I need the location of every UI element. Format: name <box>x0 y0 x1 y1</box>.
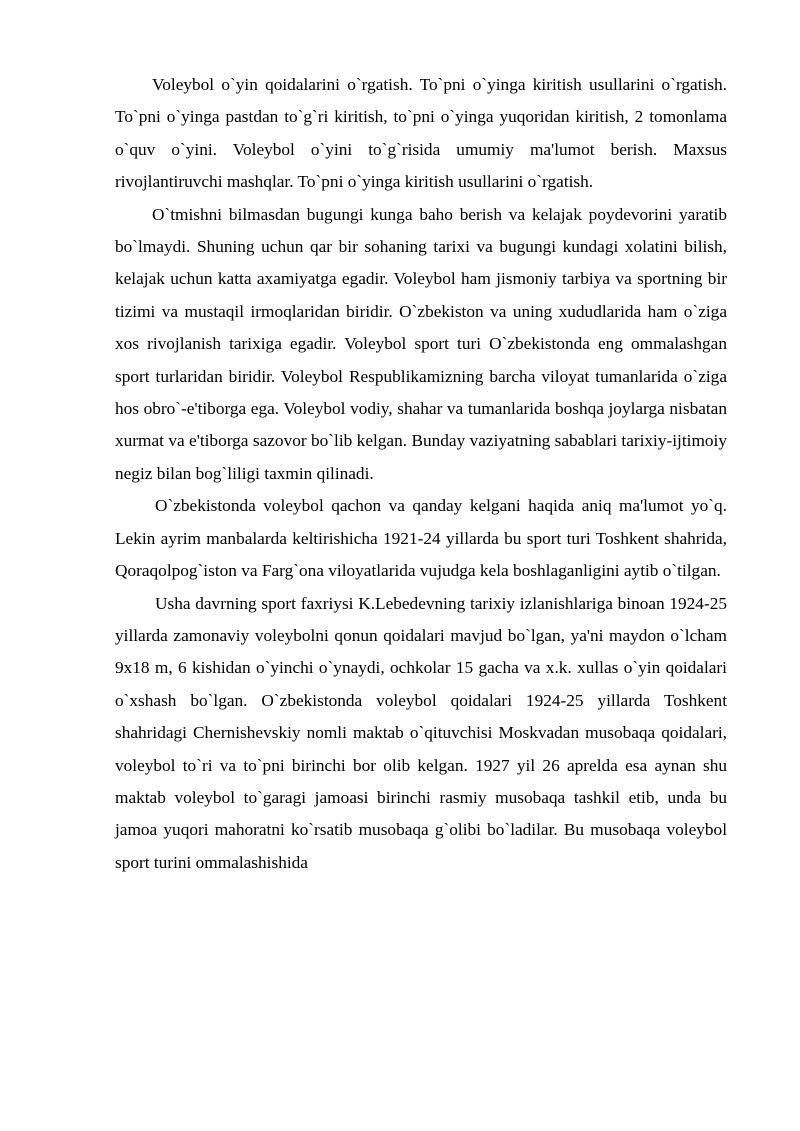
paragraph-origins: O`zbekistonda voleybol qachon va qanday kelgani haqida aniq ma'lumot yo`q. Lekin ayrim manbalarda keltirishicha 1921-24 yillarda bu sport turi Toshkent shahrida, Qoraqolpog`iston va Farg`ona viloyatlarida vujudga kela boshlaganligini aytib o`tilgan. <box>115 496 727 581</box>
paragraph-intro: Voleybol o`yin qoidalarini o`rgatish. To`pni o`yinga kiritish usullarini o`rgatish. To`pni o`yinga pastdan to`g`ri kiritish, to`pni o`yinga yuqoridan kiritish, 2 tomonlama o`quv o`yini. Voleybol o`yini to`g`risida umumiy ma'lumot berish. Maxsus rivojlantiruvchi mashqlar. To`pni o`yinga kiritish usullarini o`rgatish. <box>115 75 727 192</box>
document-page <box>115 69 727 879</box>
paragraph-history: O`tmishni bilmasdan bugungi kunga baho berish va kelajak poydevorini yaratib bo`lmaydi. Shuning uchun qar bir sohaning tarixi va bugungi kundagi xolatini bilish, kelajak uchun katta axamiyatga egadir. Voleybol ham jismoniy tarbiya va sportning bir tizimi va mustaqil irmoqlaridan biridir. O`zbekiston va uning xududlarida ham o`ziga xos rivojlanish tarixiga egadir. Voleybol sport turi O`zbekistonda eng ommalashgan sport turlaridan biridir. Voleybol Respublikamizning barcha viloyat tumanlarida o`ziga hos obro`-e'tiborga ega. Voleybol vodiy, shahar va tumanlarida boshqa joylarga nisbatan xurmat va e'tiborga sazovor bo`lib kelgan. Bunday vaziyatning sabablari tarixiy-ijtimoiy negiz bilan bog`liligi taxmin qilinadi. <box>115 204 727 483</box>
paragraph-lebedev: Usha davrning sport faxriysi K.Lebedevning tarixiy izlanishlariga binoan 1924-25 yillarda zamonaviy voleybolni qonun qoidalari mavjud bo`lgan, ya'ni maydon o`lcham 9x18 m, 6 kishidan o`yinchi o`ynaydi, ochkolar 15 gacha va x.k. xullas o`yin qoidalari o`xshash bo`lgan. O`zbekistonda voleybol qoidalari 1924-25 yillarda Toshkent shahridagi Chernishevskiy nomli maktab o`qituvchisi Moskvadan musobaqa qoidalari, voleybol to`ri va to`pni birinchi bor olib kelgan. 1927 yil 26 aprelda esa aynan shu maktab voleybol to`garagi jamoasi birinchi rasmiy musobaqa tashkil etib, unda bu jamoa yuqori mahoratni ko`rsatib musobaqa g`olibi bo`ladilar. Bu musobaqa voleybol sport turini ommalashishida <box>115 593 727 872</box>
